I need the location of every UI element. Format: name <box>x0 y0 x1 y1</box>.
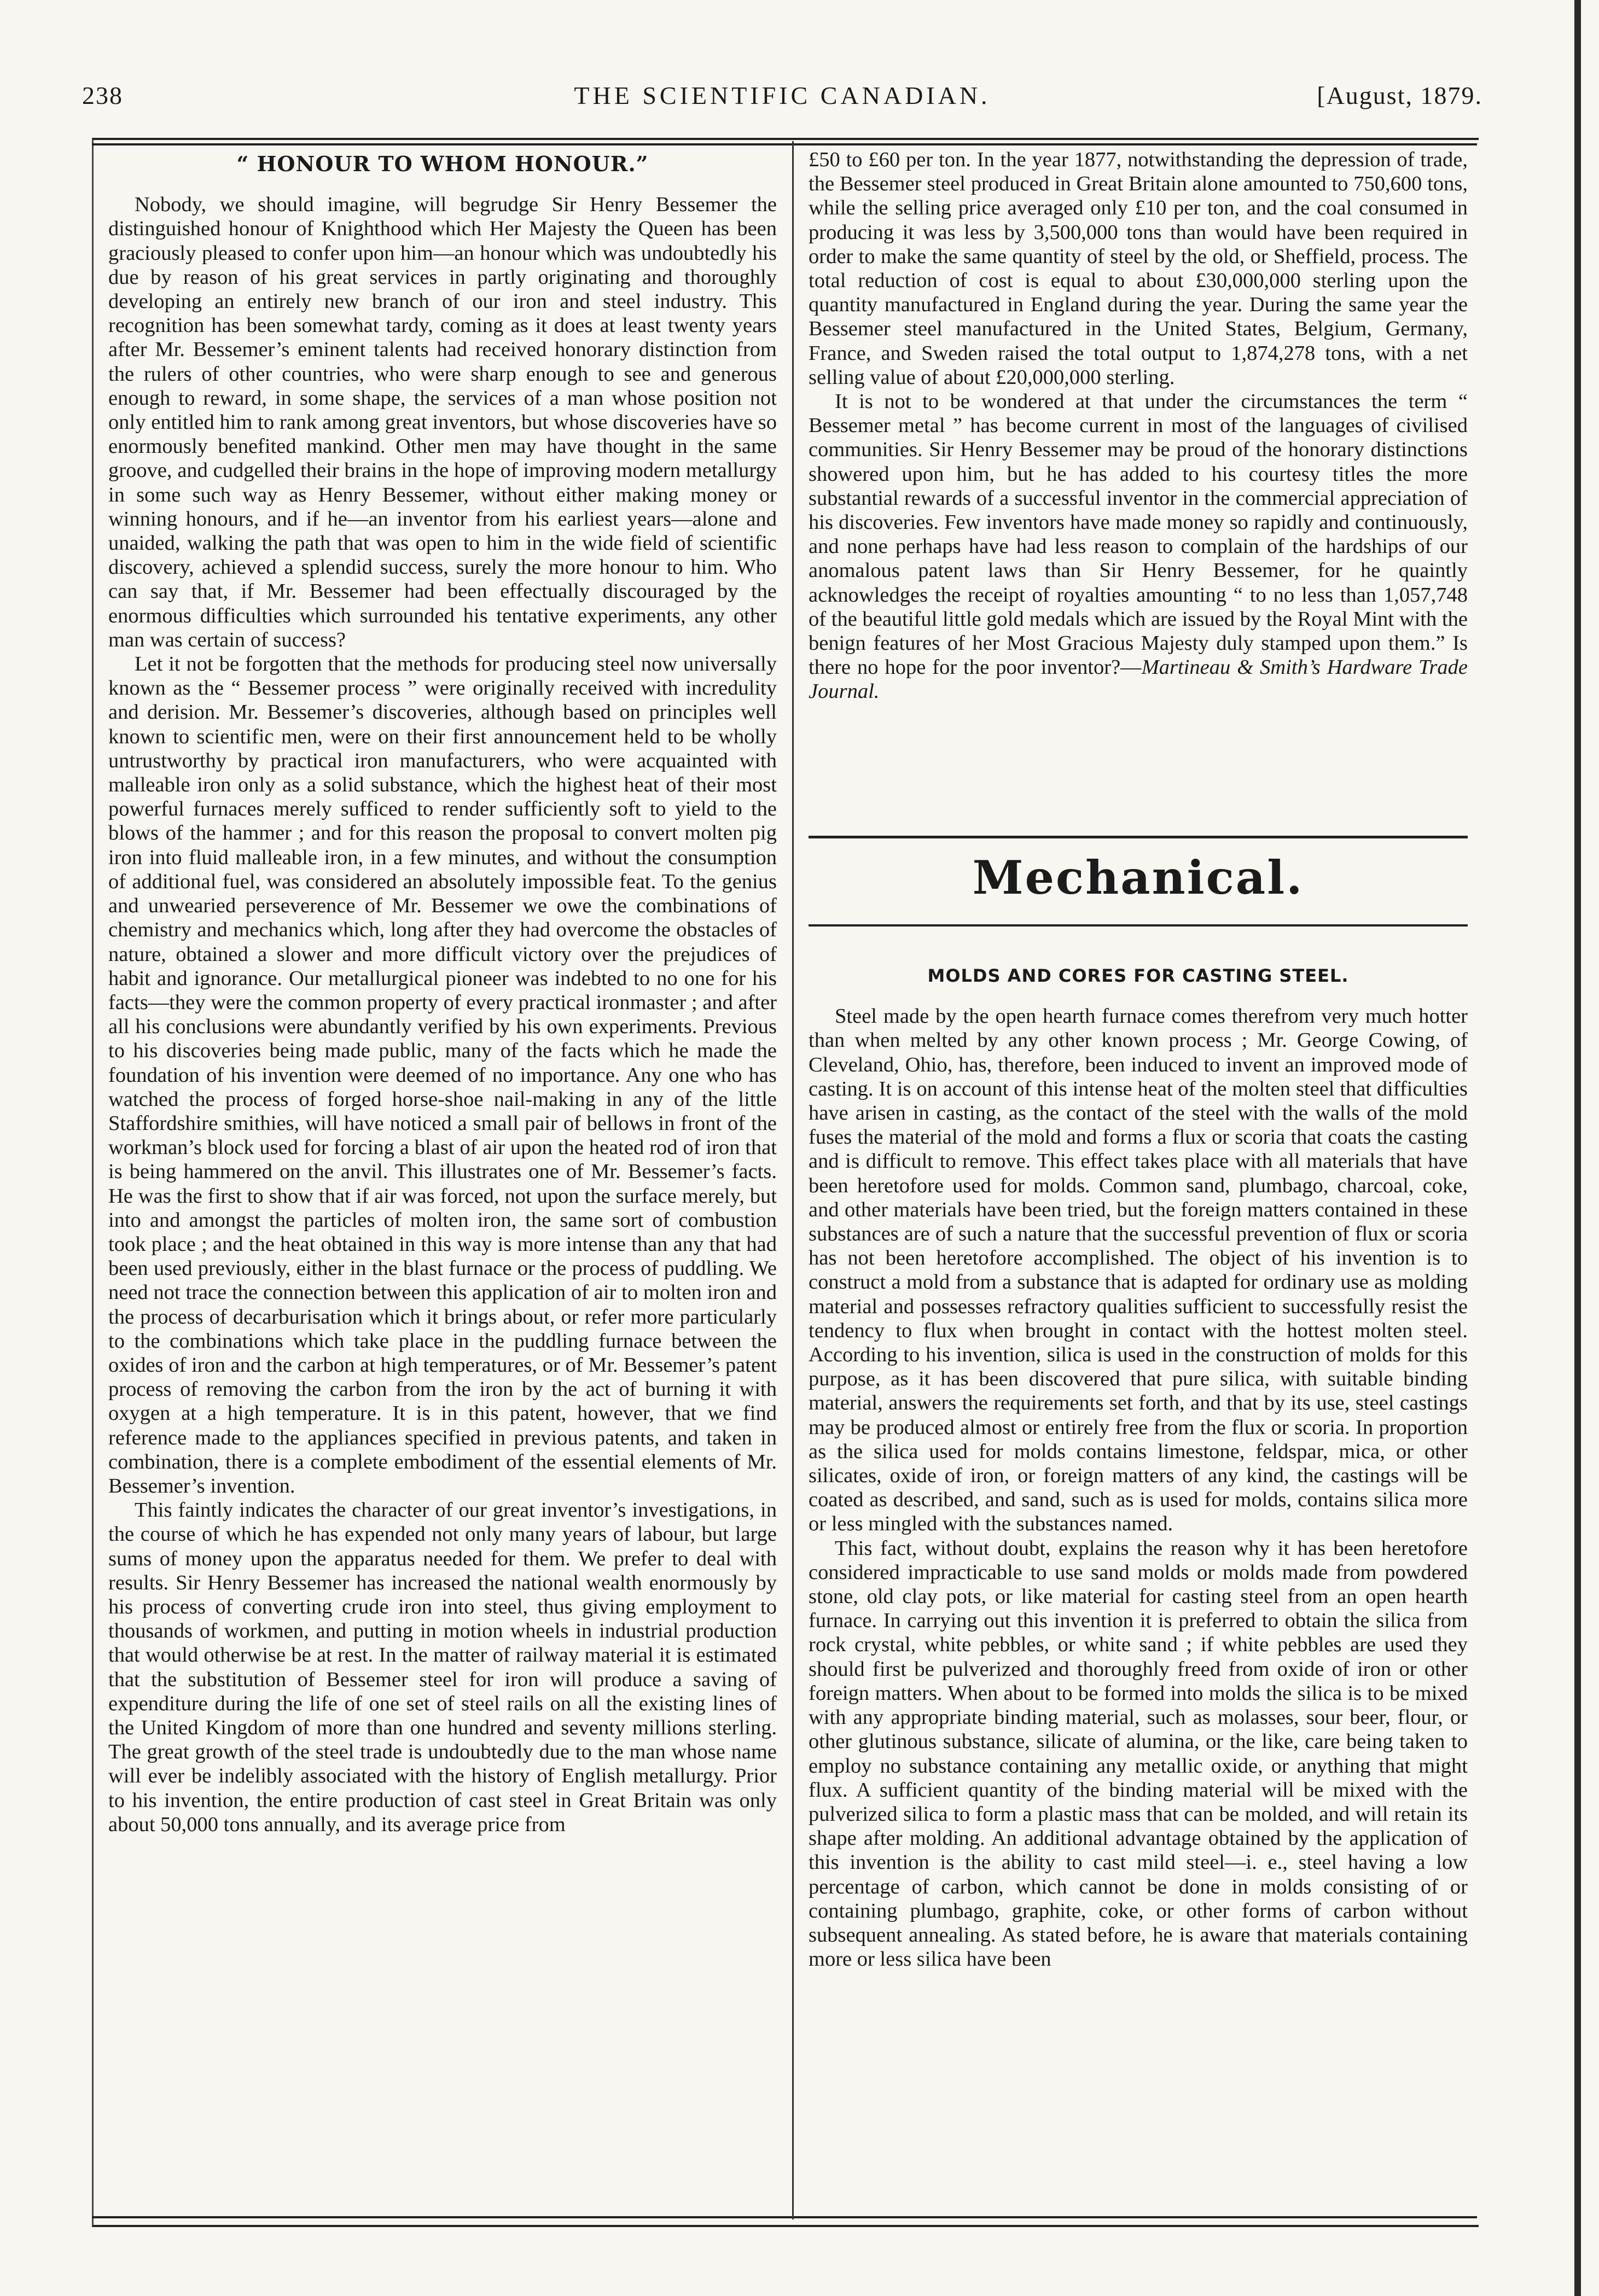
honour-paragraph: Nobody, we should imagine, will begrudge Sir Henry Bessemer the distinguished honour of Knighthood which Her Majesty the Queen has been graciously pleased to confer upon him—an honour which was undoubtedly his due by reason of his great services in partly originating and thoroughly developing an entirely new branch of our iron and steel industry. This recognition has been somewhat tardy, coming as it does at least twenty years after Mr. Bessemer’s eminent talents had received honorary distinction from the rulers of other countries, who were sharp enough to see and generous enough to reward, in some shape, the services of a man whose position not only entitled him to rank among great inventors, but whose discoveries have so enormously benefited mankind. Other men may have thought in the same groove, and cudgelled their brains in the hope of improving modern metallurgy in some such way as Henry Bessemer, without either making money or winning honours, and if he—an inventor from his earliest years—alone and unaided, walking the path that was open to him in the wide field of scientific discovery, achieved a splendid success, surely the more honour to him. Who can say that, if Mr. Bessemer had been effectually discouraged by the enormous difficulties which surrounded his tentative experiments, any other man was certain of success? <box>108 193 777 651</box>
honour-paragraph: Let it not be forgotten that the methods for producing steel now universally known as the “ Bessemer process ” were originally received with incredulity and derision. Mr. Bessemer’s discoveries, although based on principles well known to scientific men, were on their first announcement held to be wholly untrustworthy by practical iron manufacturers, who were acquainted with malleable iron only as a solid substance, which the highest heat of their most powerful furnaces merely sufficed to render sufficiently soft to yield to the blows of the hammer ; and for this reason the proposal to convert molten pig iron into fluid malleable iron, in a few minutes, and without the consumption of additional fuel, was considered an absolutely impossible feat. To the genius and unwearied perseverence of Mr. Bessemer we owe the combinations of chemistry and mechanics which, long after they had overcome the obstacles of nature, obtained a slower and more difficult victory over the prejudices of habit and ignorance. Our metallurgical pioneer was indebted to no one for his facts—they were the common property of every practical ironmaster ; and after all his conclusions were abundantly verified by his own experiments. Previous to his discoveries being made public, many of the facts which he made the foundation of his invention were deemed of no importance. Any one who has watched the process of forged horse-shoe nail-making in any of the little Staffordshire smithies, will have noticed a small pair of bellows in front of the workman’s block used for forcing a blast of air upon the heated rod of iron that is being hammered on the anvil. This illustrates one of Mr. Bessemer’s facts. He was the first to show that if air was forced, not upon the surface merely, but into and amongst the particles of molten iron, the same sort of combustion took place ; and the heat obtained in this way is more intense than any that had been used previously, either in the blast furnace or the process of puddling. We need not trace the connection between this application of air to molten iron and the process of decarburisation which it brings about, or refer more particularly to the combinations which take place in the puddling furnace between the oxides of iron and the carbon at high temperatures, or of Mr. Bessemer’s patent process of removing the carbon from the iron by the act of burning it with oxygen at a high temperature. It is in this patent, however, that we find reference made to the appliances specified in previous patents, and taken in combination, there is a complete embodiment of the essential elements of Mr. Bessemer’s invention. <box>108 652 777 1497</box>
honour-paragraph <box>809 389 1468 704</box>
issue-date: [August, 1879. <box>1317 81 1482 109</box>
publication-title: THE SCIENTIFIC CANADIAN. <box>574 81 991 109</box>
section-heading-mechanical: Mechanical. <box>972 850 1304 905</box>
column-divider <box>792 141 794 2219</box>
honour-paragraph: This faintly indicates the character of our great inventor’s investigations, in the course of which he has expended not only many years of labour, but large sums of money upon the apparatus needed for them. We prefer to deal with results. Sir Henry Bessemer has increased the national wealth enormously by his process of converting crude iron into steel, thus giving employment to thousands of workmen, and putting in motion wheels in industrial production that would otherwise be at rest. In the matter of railway material it is estimated that the substitution of Bessemer steel for iron will produce a saving of expenditure during the life of one set of steel rails on all the existing lines of the United Kingdom of more than one hundred and seventy millions sterling. The great growth of the steel trade is undoubtedly due to the man whose name will ever be indelibly associated with the history of English metallurgy. Prior to his invention, the entire production of cast steel in Great Britain was only about 50,000 tons annually, and its average price from <box>108 1499 777 1836</box>
molds-paragraph: This fact, without doubt, explains the reason why it has been heretofore considered impracticable to use sand molds or molds made from powdered stone, old clay pots, or like material for casting steel from an open hearth furnace. In carrying out this invention it is preferred to obtain the silica from rock crystal, white pebbles, or white sand ; if white pebbles are used they should first be pulverized and thoroughly freed from oxide of iron or other foreign matters. When about to be formed into molds the silica is to be mixed with any appropriate binding material, such as molasses, sour beer, flour, or other glutinous substance, silicate of alumina, or the like, care being taken to employ no substance containing any metallic oxide, or anything that might flux. A sufficient quantity of the binding material will be mixed with the pulverized silica to form a plastic mass that can be molded, and will retain its shape after molding. An additional advantage obtained by the application of this invention is the ability to cast mild steel—i. e., steel having a low percentage of carbon, which cannot be done in molds consisting of or containing plumbago, graphite, coke, or other forms of carbon without subsequent annealing. As stated before, he is aware that materials containing more or less silica have been <box>809 1536 1468 1971</box>
running-head <box>82 81 1482 119</box>
page-number: 238 <box>82 81 123 109</box>
molds-paragraph: Steel made by the open hearth furnace comes therefrom very much hotter than when melted by any other known process ; Mr. George Cowing, of Cleveland, Ohio, has, therefore, been induced to invent an improved mode of casting. It is on account of this intense heat of the molten steel that difficulties have arisen in casting, as the contact of the steel with the walls of the mold fuses the material of the mold and forms a flux or scoria that coats the casting and is difficult to remove. This effect takes place with all materials that have been heretofore used for molds. Common sand, plumbago, charcoal, coke, and other materials have been tried, but the foreign matters contained in these substances are of such a nature that the successful prevention of flux or scoria has not been heretofore accomplished. The object of his invention is to construct a mold from a substance that is adapted for ordinary use as molding material and possesses refractory qualities sufficient to successfully resist the tendency to flux when brought in contact with the hottest molten steel. According to his invention, silica is used in the construction of molds for this purpose, as it has been discovered that pure silica, with suitable binding material, answers the requirements set forth, and that by its use, steel castings may be produced almost or entirely free from the flux or scoria. In proportion as the silica used for molds contains limestone, feldspar, mica, or other silicates, oxide of iron, or foreign matters of any kind, the castings will be coated as described, and sand, such as is used for molds, contains silica more or less mingled with the substances named. <box>809 1005 1468 1536</box>
section-rule-top <box>809 836 1468 838</box>
left-column <box>108 148 777 2210</box>
source-attribution: Martineau & Smith’s Hardware Trade Journal. <box>809 656 1468 703</box>
article-title-honour: “ HONOUR TO WHOM HONOUR.” <box>236 151 649 176</box>
right-column-upper <box>809 148 1468 831</box>
section-rule-bottom <box>809 924 1468 926</box>
top-rule <box>92 143 1477 145</box>
page-edge-bar <box>1574 0 1581 2296</box>
bottom-rule <box>92 2216 1477 2218</box>
right-column-lower <box>809 964 1468 2211</box>
article-title-molds: MOLDS AND CORES FOR CASTING STEEL. <box>927 965 1349 986</box>
honour-paragraph: £50 to £60 per ton. In the year 1877, notwithstanding the depression of trade, the Bessemer steel produced in Great Britain alone amounted to 750,600 tons, while the selling price averaged only £10 per ton, and the coal consumed in producing it was less by 3,500,000 tons than would have been required in order to make the same quantity of steel by the old, or Sheffield, process. The total reduction of cost is equal to about £30,000,000 sterling upon the quantity manufactured in England during the year. During the same year the Bessemer steel manufactured in the United States, Belgium, Germany, France, and Sweden raised the total output to 1,874,278 tons, with a net selling value of about £20,000,000 sterling. <box>809 148 1468 389</box>
honour-paragraph-text: It is not to be wondered at that under the circumstances the term “ Bessemer metal ” has become current in most of the languages of civilised communities. Sir Henry Bessemer may be proud of the honorary distinctions showered upon him, but he has added to his courtesy titles the more substantial rewards of a successful inventor in the commercial appreciation of his discoveries. Few inventors have made money so rapidly and continuously, and none perhaps have had less reason to complain of the hardships of our anomalous patent laws than Sir Henry Bessemer, for he quaintly acknowledges the receipt of royalties amounting “ to no less than 1,057,748 of the beautiful little gold medals which are issued by the Royal Mint with the benign features of her Most Gracious Majesty duly stamped upon them.” Is there no hope for the poor inventor?— <box>809 390 1468 679</box>
